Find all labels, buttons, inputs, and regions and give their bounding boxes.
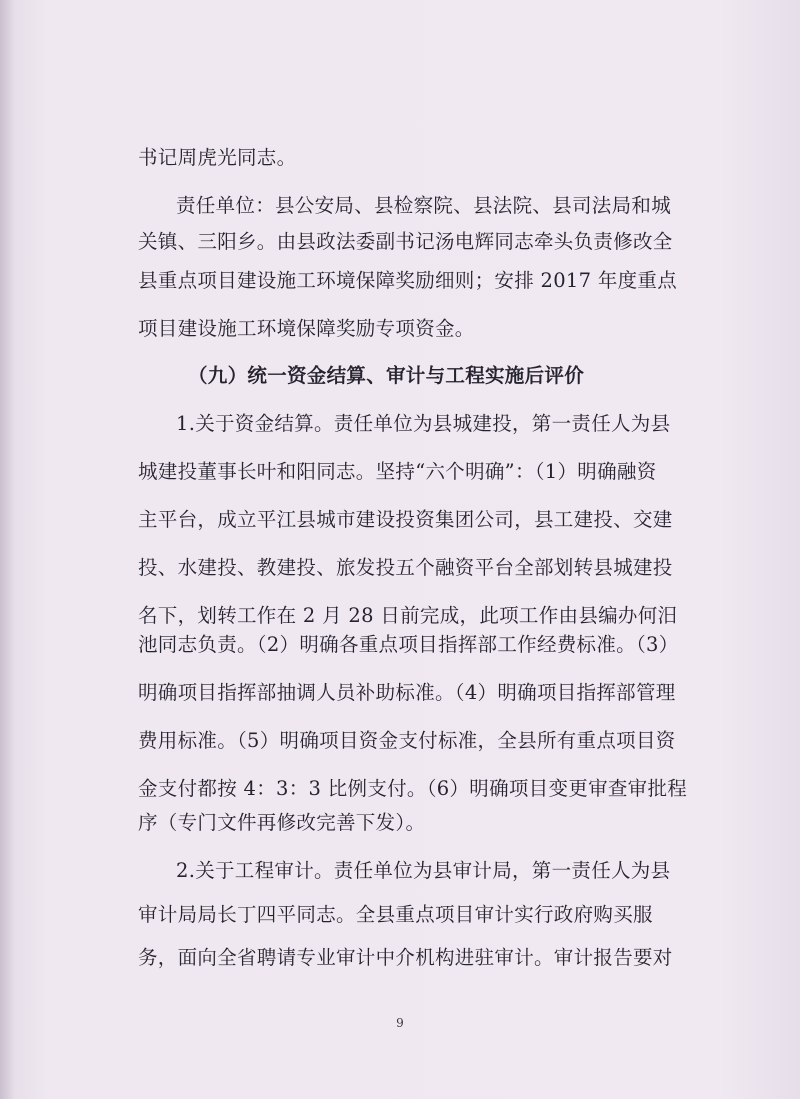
text-line: 关镇、三阳乡。由县政法委副书记汤电辉同志牵头负责修改全 [138, 230, 673, 253]
text-line: 书记周虎光同志。 [138, 146, 297, 169]
text-line: 城建投董事长叶和阳同志。坚持“六个明确”：（1）明确融资 [138, 460, 657, 483]
text-line: 池同志负责。（2）明确各重点项目指挥部工作经费标准。（3） [138, 633, 679, 656]
text-line: 投、水建投、教建投、旅发投五个融资平台全部划转县城建投 [138, 556, 673, 579]
paragraph-line: 责任单位：县公安局、县检察院、县法院、县司法局和城 [176, 194, 672, 217]
text-line: 明确项目指挥部抽调人员补助标准。（4）明确项目指挥部管理 [138, 681, 676, 704]
text-line: 主平台，成立平江县城市建设投资集团公司，县工建投、交建 [138, 508, 673, 531]
text-line: 项目建设施工环境保障奖励专项资金。 [138, 317, 475, 340]
section-heading: （九）统一资金结算、审计与工程实施后评价 [188, 364, 585, 387]
text-line: 县重点项目建设施工环境保障奖励细则；安排 2017 年度重点 [138, 269, 678, 292]
paragraph-line: 2.关于工程审计。责任单位为县审计局，第一责任人为县 [176, 859, 671, 882]
page-number: 9 [396, 1016, 404, 1030]
text-line: 名下，划转工作在 2 月 28 日前完成，此项工作由县编办何汨 [138, 604, 678, 627]
paragraph-line: 1.关于资金结算。责任单位为县城建投，第一责任人为县 [176, 412, 671, 435]
text-line: 务，面向全省聘请专业审计中介机构进驻审计。审计报告要对 [138, 946, 673, 969]
text-line: 序（专门文件再修改完善下发）。 [138, 811, 426, 834]
text-line: 金支付都按 4：3：3 比例支付。（6）明确项目变更审查审批程 [138, 777, 688, 800]
text-line: 费用标准。（5）明确项目资金支付标准，全县所有重点项目资 [138, 729, 676, 752]
text-line: 审计局局长丁四平同志。全县重点项目审计实行政府购买服 [138, 903, 653, 926]
page-edge-shadow [0, 0, 14, 1099]
